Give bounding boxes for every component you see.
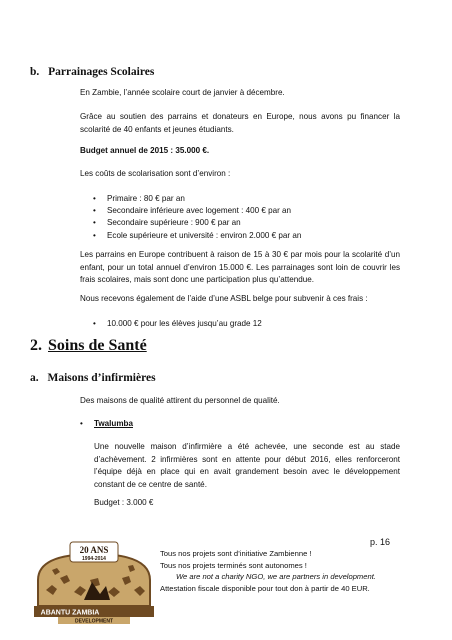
logo-name: ABANTU ZAMBIA [40, 609, 100, 617]
sponsorship-text: Grâce au soutien des parrains et donateurs en Europe, nous avons pu financer la scolarité de 40 enfants et jeunes étudiants. [80, 112, 400, 134]
list-item: • Primaire : 80 € par an [93, 193, 393, 205]
quality-houses-text: Des maisons de qualité attirent du personnel de qualité. [80, 396, 280, 405]
page-number: p. 16 [370, 537, 391, 547]
annual-budget-text: Budget annuel de 2015 : 35.000 €. [80, 146, 210, 155]
costs-intro-text: Les coûts de scolarisation sont d’environ : [80, 169, 231, 178]
logo-years: 20 ANS [79, 545, 109, 555]
logo-graphic [30, 540, 158, 625]
footer-line-3: We are not a charity NGO, we are partners in development. [176, 572, 376, 581]
aid-list [93, 318, 393, 330]
list-item: • Ecole supérieure et université : environ 2.000 € par an [93, 230, 393, 242]
costs-list [93, 193, 393, 242]
belgian-aid-text: Nous recevons également de l’aide d’une ASBL belge pour subvenir à ces frais : [80, 294, 368, 303]
section-2-title: Soins de Santé [48, 337, 147, 354]
abantu-zambia-logo [30, 540, 158, 625]
school-year-text: En Zambie, l’année scolaire court de janvier à décembre. [80, 88, 285, 97]
footer-line-1: Tous nos projets sont d’initiative Zambienne ! [160, 549, 312, 558]
section-2-heading [30, 337, 147, 355]
sponsors-contribution-text: Les parrains en Europe contribuent à raison de 15 à 30 € par mois pour la scolarité d’un enfant, pour un total annuel d’environ 15.000 €. Les parrainages sont loin de couvrir les frais scolaires, mais sont donc une participation plus qu’attendue. [80, 250, 400, 284]
twalumba-label: Twalumba [94, 419, 133, 428]
section-a-title: Maisons d’infirmières [47, 372, 156, 384]
footer-line-2: Tous nos projets terminés sont autonomes ! [160, 560, 307, 570]
footer-line-4: Attestation fiscale disponible pour tout don à partir de 40 EUR. [160, 583, 370, 593]
twalumba-description: Une nouvelle maison d’infirmière a été achevée, une seconde est au stade d’achèvement. 2 infirmières sont en attente pour début 2016, elles renforceront l’équipe déjà en place qui en avait grandement besoin avec le développement constant de ce centre de santé. [94, 442, 400, 489]
twalumba-budget: Budget : 3.000 € [94, 498, 154, 507]
section-a-letter: a. [30, 372, 39, 384]
section-b-letter: b. [30, 66, 40, 78]
logo-sub: DEVELOPMENT [74, 618, 114, 625]
logo-range: 1994-2014 [82, 556, 106, 562]
section-b-title: Parrainages Scolaires [48, 66, 155, 78]
section-2-number: 2. [30, 337, 42, 354]
list-item: • 10.000 € pour les élèves jusqu’au grade 12 [93, 318, 393, 330]
project-list [80, 418, 380, 430]
section-a-heading [30, 372, 156, 384]
section-b-heading [30, 66, 154, 78]
list-item: • Secondaire supérieure : 900 € par an [93, 217, 393, 229]
list-item: • Secondaire inférieure avec logement : 400 € par an [93, 205, 393, 217]
list-item [80, 418, 380, 430]
footer-block [160, 548, 376, 594]
